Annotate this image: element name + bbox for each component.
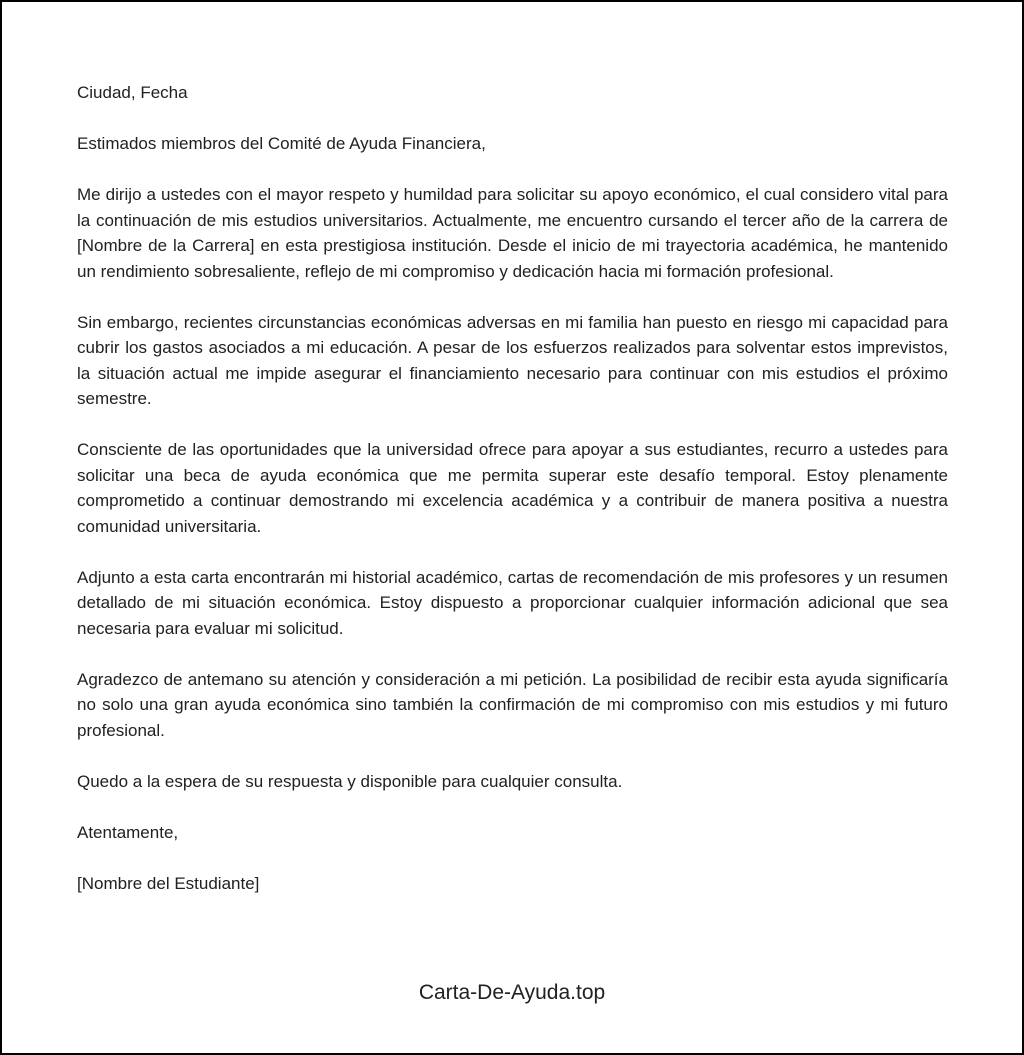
letter-body (2, 2, 1022, 896)
body-paragraph-4: Adjunto a esta carta encontrarán mi historial académico, cartas de recomendación de mis profesores y un resumen detallado de mi situación económica. Estoy dispuesto a proporcionar cualquier información adicional que sea necesaria para evaluar mi solicitud. (77, 567, 948, 638)
footer-site-name: Carta-De-Ayuda.top (418, 981, 606, 1004)
body-paragraph-1: Me dirijo a ustedes con el mayor respeto y humildad para solicitar su apoyo económico, el cual considero vital para la continuación de mis estudios universitarios. Actualmente, me encuentro cursando el tercer año de la carrera de [Nombre de la Carrera] en esta prestigiosa institución. Desde el inicio de mi trayectoria académica, he mantenido un rendimiento sobresaliente, reflejo de mi compromiso y dedicación hacia mi formación profesional. (77, 185, 948, 281)
closing-line: Quedo a la espera de su respuesta y disponible para cualquier consulta. (77, 771, 623, 791)
body-paragraph-3: Consciente de las oportunidades que la universidad ofrece para apoyar a sus estudiantes, recurro a ustedes para solicitar una beca de ayuda económica que me permita superar este desafío temporal. Estoy plenamente comprometido a continuar demostrando mi excelencia académica y a contribuir de manera positiva a nuestra comunidad universitaria. (77, 440, 948, 536)
salutation: Estimados miembros del Comité de Ayuda Financiera, (77, 134, 486, 153)
body-paragraph-5: Agradezco de antemano su atención y consideración a mi petición. La posibilidad de recibir esta ayuda significaría no solo una gran ayuda económica sino también la confirmación de mi compromiso con mis estudios y mi futuro profesional. (77, 669, 948, 740)
signature: [Nombre del Estudiante] (77, 873, 260, 893)
signoff: Atentamente, (77, 822, 179, 842)
body-paragraph-2: Sin embargo, recientes circunstancias económicas adversas en mi familia han puesto en riesgo mi capacidad para cubrir los gastos asociados a mi educación. A pesar de los esfuerzos realizados para solventar estos imprevistos, la situación actual me impide asegurar el financiamiento necesario para continuar con mis estudios el próximo semestre. (77, 312, 948, 408)
date-line: Ciudad, Fecha (77, 83, 188, 102)
